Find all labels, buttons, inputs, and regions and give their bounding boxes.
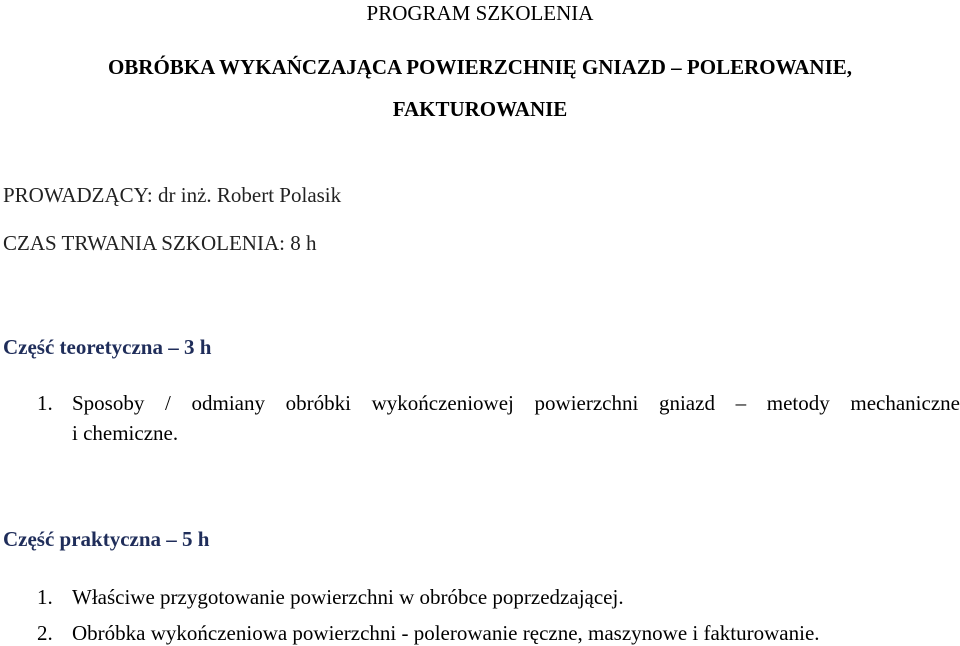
- practice-section-heading: Część praktyczna – 5 h: [3, 527, 210, 551]
- instructor-line: PROWADZĄCY: dr inż. Robert Polasik: [3, 183, 342, 207]
- practice-item-2-text: Obróbka wykończeniowa powierzchni - polerowanie ręczne, maszynowe i fakturowanie.: [72, 621, 820, 645]
- theory-section-heading: Część teoretyczna – 3 h: [3, 335, 212, 359]
- theory-word: gniazd: [658, 391, 715, 415]
- theory-word: powierzchni: [534, 391, 639, 415]
- theory-word: metody: [766, 391, 830, 415]
- duration-line: CZAS TRWANIA SZKOLENIA: 8 h: [3, 231, 317, 255]
- course-title-line-1: OBRÓBKA WYKAŃCZAJĄCA POWIERZCHNIĘ GNIAZD – POLEROWANIE,: [107, 55, 853, 79]
- theory-word: odmiany: [191, 391, 265, 415]
- theory-word: Sposoby: [72, 391, 145, 415]
- theory-word: obróbki: [285, 391, 351, 415]
- course-title-line-2: FAKTUROWANIE: [392, 97, 568, 121]
- theory-item-1-text: [72, 388, 960, 418]
- theory-word: /: [165, 391, 171, 415]
- practice-item-1-number: 1.: [37, 585, 53, 609]
- practice-item-2-number: 2.: [37, 621, 53, 645]
- practice-item-1-text: Właściwe przygotowanie powierzchni w obróbce poprzedzającej.: [72, 585, 624, 609]
- theory-item-1-continuation: i chemiczne.: [72, 421, 179, 445]
- theory-word: wykończeniowej: [371, 391, 514, 415]
- document-header: PROGRAM SZKOLENIA: [366, 1, 594, 25]
- theory-word: –: [735, 391, 747, 415]
- theory-word: mechaniczne: [850, 391, 960, 415]
- theory-item-1-number: 1.: [37, 391, 53, 415]
